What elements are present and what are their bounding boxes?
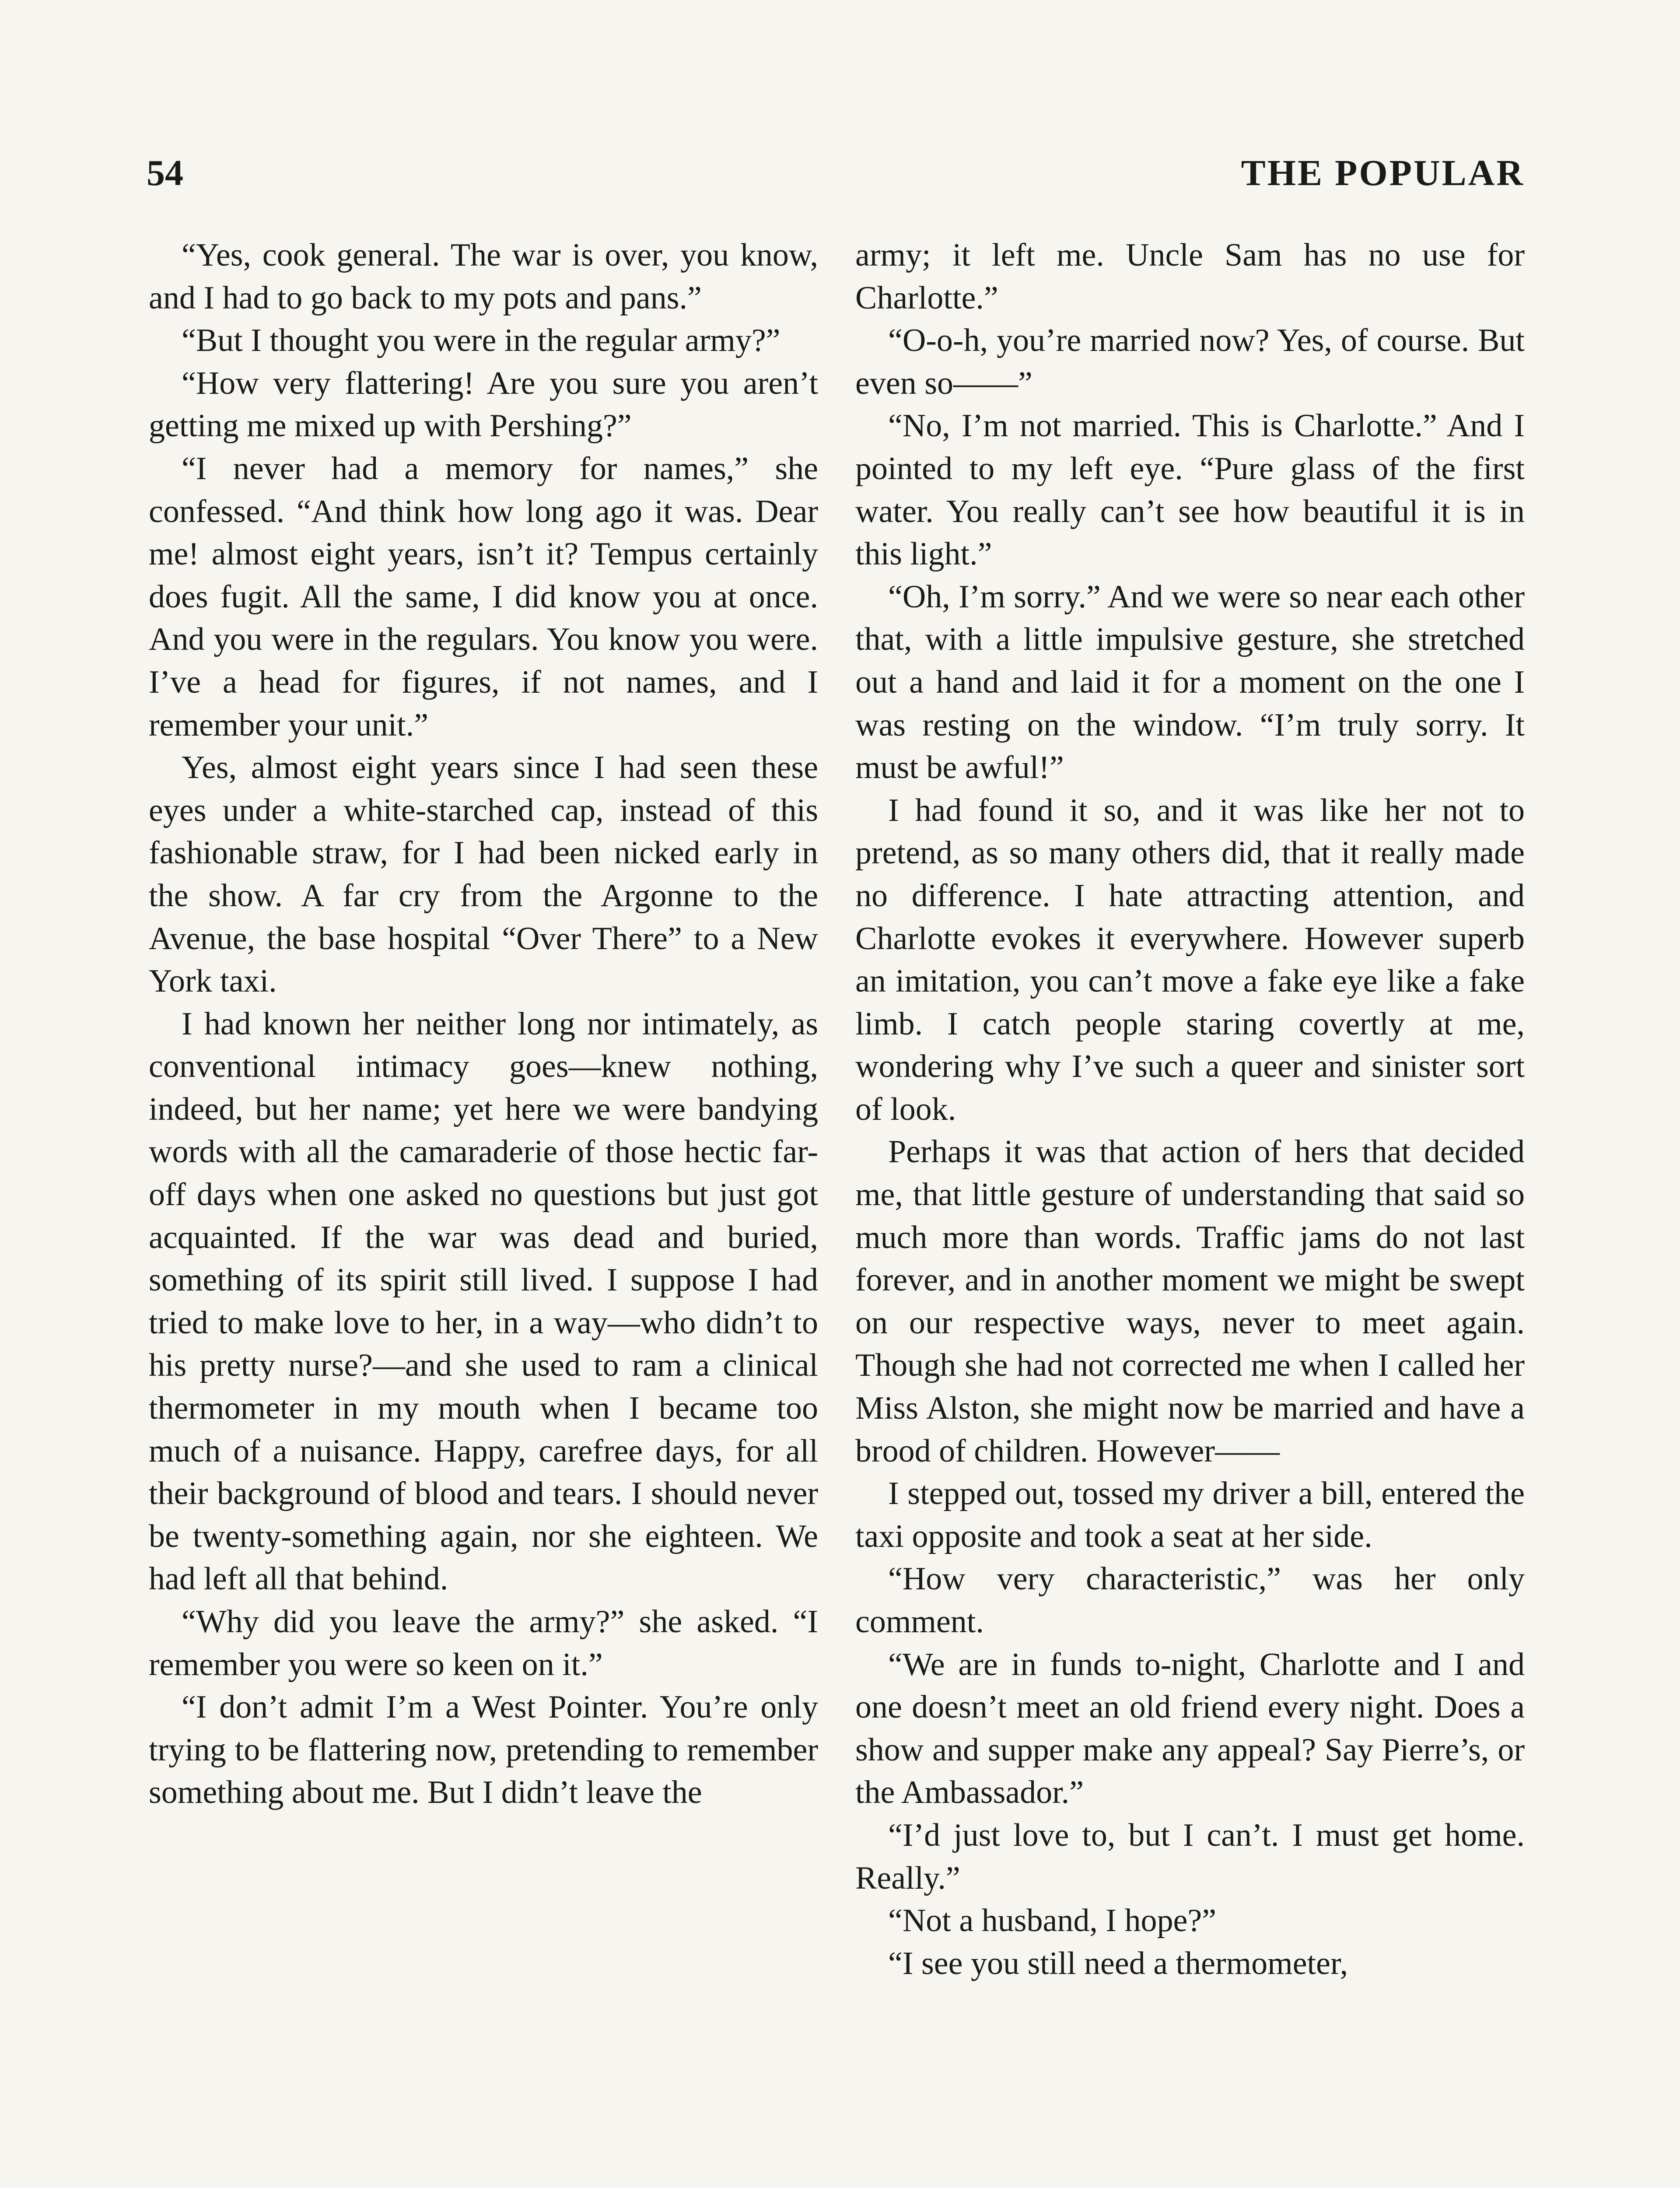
paragraph: “I see you still need a thermometer, [888, 1945, 1348, 1981]
paragraph: “Oh, I’m sorry.” And we were so near each other that, with a little impulsive gesture, she stretched out a hand and laid it for a moment on the one I was resting on the window. “I’m truly sorry. It must be awful!” [855, 579, 1525, 786]
paragraph: “No, I’m not married. This is Charlotte.” And I pointed to my left eye. “Pure glass of the first water. You really can’t see how beautiful it is in this light.” [855, 408, 1525, 572]
running-head: THE POPULAR [1241, 152, 1525, 193]
paragraph: “How very flattering! Are you sure you aren’t getting me mixed up with Pershing?” [149, 365, 818, 444]
paragraph: I had known her neither long nor intimately, as conventional intimacy goes—knew nothing, indeed, but her name; yet here we were bandying words with all the camaraderie of those hectic far-off days when one asked no questions but just got acquainted. If the war was dead and buried, something of its spirit still lived. I suppose I had tried to make love to her, in a way—who didn’t to his pretty nurse?—and she used to ram a clinical thermometer in my mouth when I became too much of a nuisance. Happy, carefree days, for all their background of blood and tears. I should never be twenty-something again, nor she eighteen. We had left all that behind. [149, 1006, 818, 1597]
paragraph: “I’d just love to, but I can’t. I must get home. Really.” [855, 1817, 1525, 1896]
paragraph: Perhaps it was that action of hers that decided me, that little gesture of understanding that said so much more than words. Traffic jams do not last forever, and in another moment we might be swept on our respective ways, never to meet again. Though she had not corrected me when I called her Miss Alston, she might now be married and have a brood of children. However—— [855, 1134, 1525, 1469]
paragraph: “O-o-h, you’re married now? Yes, of course. But even so——” [855, 323, 1525, 401]
paragraph: “How very characteristic,” was her only comment. [855, 1561, 1525, 1640]
paragraph: “Yes, cook general. The war is over, you know, and I had to go back to my pots and pans.” [149, 237, 818, 316]
paragraph: “Why did you leave the army?” she asked. “I remember you were so keen on it.” [149, 1604, 818, 1683]
paragraph: “I never had a memory for names,” she confessed. “And think how long ago it was. Dear me! almost eight years, isn’t it? Tempus certainly does fugit. All the same, I did know you at once. And you were in the regulars. You know you were. I’ve a head for figures, if not names, and I remember your unit.” [149, 450, 818, 743]
paragraph-continuation: army; it left me. Uncle Sam has no use for Charlotte.” [855, 237, 1525, 316]
paragraph: I had found it so, and it was like her not to pretend, as so many others did, that it really made no difference. I hate attracting attention, and Charlotte evokes it everywhere. However superb an imitation, you can’t move a fake eye like a fake limb. I catch people staring covertly at me, wondering why I’ve such a queer and sinister sort of look. [855, 792, 1525, 1127]
paragraph: “We are in funds to-night, Charlotte and I and one doesn’t meet an old friend every night. Does a show and supper make any appeal? Say Pierre’s, or the Ambassador.” [855, 1646, 1525, 1811]
paragraph: “Not a husband, I hope?” [888, 1903, 1217, 1939]
left-column [149, 234, 818, 1814]
paragraph: “I don’t admit I’m a West Pointer. You’re only trying to be flattering now, pretending to remember something about me. But I didn’t leave the [149, 1689, 818, 1811]
page-header [147, 149, 1525, 197]
paragraph: Yes, almost eight years since I had seen these eyes under a white-starched cap, instead of this fashionable straw, for I had been nicked early in the show. A far cry from the Argonne to the Avenue, the base hospital “Over There” to a New York taxi. [149, 750, 818, 999]
paragraph: I stepped out, tossed my driver a bill, entered the taxi opposite and took a seat at her side. [855, 1476, 1525, 1554]
page-number: 54 [147, 152, 183, 193]
right-column [855, 234, 1525, 1985]
paragraph: “But I thought you were in the regular army?” [182, 323, 780, 359]
